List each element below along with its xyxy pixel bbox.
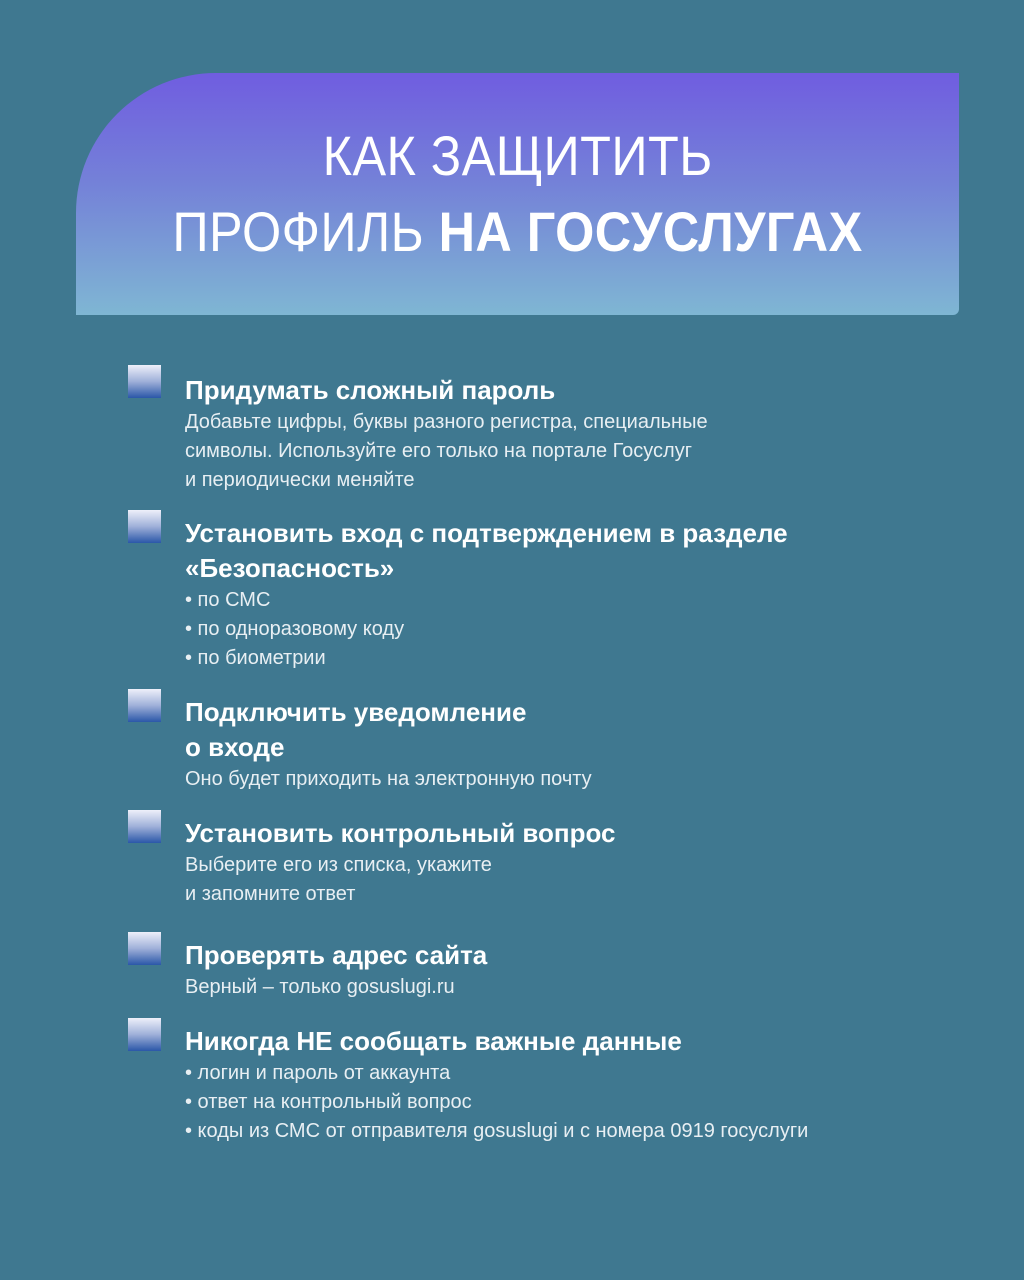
tip-desc: Верный – только gosuslugi.ru [185, 976, 455, 998]
tip-desc: Добавьте цифры, буквы разного регистра, специальные [185, 411, 708, 433]
tip-bullet: • по биометрии [185, 647, 326, 669]
tip-bullet: • по СМС [185, 589, 271, 611]
title-line-2 [172, 194, 862, 270]
checkbox-square-icon [128, 932, 161, 965]
tip-desc: и периодически меняйте [185, 469, 415, 491]
tip-title: «Безопасность» [185, 553, 395, 583]
checkbox-square-icon [128, 689, 161, 722]
checkbox-square-icon [128, 1018, 161, 1051]
tip-title: Никогда НЕ сообщать важные данные [185, 1026, 682, 1056]
title-line-1: КАК ЗАЩИТИТЬ [322, 124, 713, 187]
checkbox-square-icon [128, 510, 161, 543]
tip-desc: Оно будет приходить на электронную почту [185, 768, 592, 790]
tip-title: Придумать сложный пароль [185, 375, 556, 405]
tip-bullet: • по одноразовому коду [185, 618, 405, 640]
tip-bullet: • логин и пароль от аккаунта [185, 1062, 451, 1084]
tip-title: Проверять адрес сайта [185, 940, 488, 970]
tip-bullet: • ответ на контрольный вопрос [185, 1091, 472, 1113]
tip-desc: символы. Используйте его только на портале Госуслуг [185, 440, 693, 462]
checkbox-square-icon [128, 365, 161, 398]
tip-desc: Выберите его из списка, укажите [185, 854, 492, 876]
header-banner [76, 73, 959, 315]
tip-title: Установить контрольный вопрос [185, 818, 616, 848]
tip-desc: и запомните ответ [185, 883, 356, 905]
tip-title: о входе [185, 732, 285, 762]
tip-bullet: • коды из СМС от отправителя gosuslugi и с номера 0919 госуслуги [185, 1120, 809, 1142]
tip-title: Подключить уведомление [185, 697, 527, 727]
checkbox-square-icon [128, 810, 161, 843]
title-bold: НА ГОСУСЛУГАХ [438, 200, 863, 263]
title-regular: ПРОФИЛЬ [172, 200, 439, 263]
tip-title: Установить вход с подтверждением в разделе [185, 518, 788, 548]
